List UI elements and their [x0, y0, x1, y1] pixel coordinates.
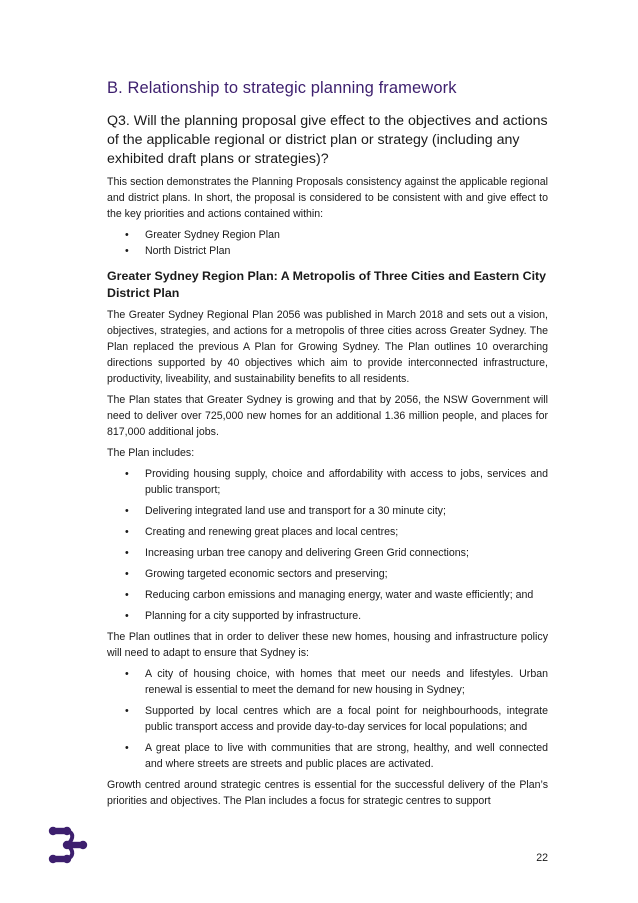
page-number: 22: [536, 852, 548, 864]
adapt-list: [107, 666, 548, 772]
plans-list: [107, 227, 548, 259]
list-item: • North District Plan: [125, 245, 231, 257]
list-item: • A city of housing choice, with homes that meet our needs and lifestyles. Urban renewal is essential to meet the demand for new housing in Sydney;: [125, 668, 548, 696]
bullet-icon: •: [125, 245, 129, 257]
list-item: • Reducing carbon emissions and managing energy, water and waste efficiently; and: [125, 589, 534, 601]
bullet-icon: •: [125, 742, 129, 754]
paragraph-adapt: The Plan outlines that in order to deliver these new homes, housing and infrastructure policy will need to adapt to ensure that Sydney is:: [107, 631, 548, 659]
question-heading: Q3. Will the planning proposal give effect to the objectives and actions of the applicable regional or district plan or strategy (including any exhibited draft plans or strategies)?: [107, 113, 548, 167]
list-item: • Growing targeted economic sectors and preserving;: [125, 568, 388, 580]
list-item: • Supported by local centres which are a focal point for neighbourhoods, integrate public transport access and provide day-to-day services for local populations; and: [125, 705, 548, 733]
list-item: • Creating and renewing great places and local centres;: [125, 526, 399, 538]
list-item: • Greater Sydney Region Plan: [125, 229, 280, 241]
list-item: • Planning for a city supported by infrastructure.: [125, 610, 362, 622]
brand-logo-icon: [47, 826, 89, 864]
bullet-icon: •: [125, 705, 129, 717]
includes-list: [107, 466, 548, 624]
bullet-icon: •: [125, 610, 129, 622]
bullet-icon: •: [125, 229, 129, 241]
bullet-icon: •: [125, 468, 129, 480]
paragraph-strategic-centres: Growth centred around strategic centres is essential for the successful delivery of the Plan’s priorities and objectives. The Plan includes a focus for strategic centres to support: [107, 779, 548, 807]
bullet-icon: •: [125, 568, 129, 580]
bullet-icon: •: [125, 589, 129, 601]
bullet-icon: •: [125, 668, 129, 680]
subheading: Greater Sydney Region Plan: A Metropolis of Three Cities and Eastern City District Plan: [107, 269, 547, 300]
list-item: • A great place to live with communities that are strong, healthy, and well connected and where streets are streets and public places are activated.: [125, 742, 548, 770]
section-heading: B. Relationship to strategic planning framework: [107, 79, 457, 97]
list-item: • Providing housing supply, choice and affordability with access to jobs, services and public transport;: [125, 468, 548, 496]
bullet-icon: •: [125, 526, 129, 538]
bullet-icon: •: [125, 547, 129, 559]
list-item: • Delivering integrated land use and transport for a 30 minute city;: [125, 505, 446, 517]
paragraph-plan-overview: The Greater Sydney Regional Plan 2056 was published in March 2018 and sets out a vision, objectives, strategies, and actions for a metropolis of three cities across Greater Sydney. The Plan replaced the previous A Plan for Growing Sydney. The Plan outlines 10 overarching directions supported by 40 objectives which aim to provide interconnected infrastructure, productivity, liveability, and sustainability benefits to all residents.: [107, 309, 548, 385]
bullet-icon: •: [125, 505, 129, 517]
paragraph-growth: The Plan states that Greater Sydney is growing and that by 2056, the NSW Government will need to deliver over 725,000 new homes for an additional 1.36 million people, and places for 817,000 additional jobs.: [107, 394, 548, 438]
page-content: [107, 78, 548, 809]
list-item: • Increasing urban tree canopy and delivering Green Grid connections;: [125, 547, 469, 559]
paragraph-includes: The Plan includes:: [107, 447, 195, 459]
intro-paragraph: This section demonstrates the Planning Proposals consistency against the applicable regional and district plans. In short, the proposal is considered to be consistent with and give effect to the key priorities and actions contained within:: [107, 176, 548, 220]
